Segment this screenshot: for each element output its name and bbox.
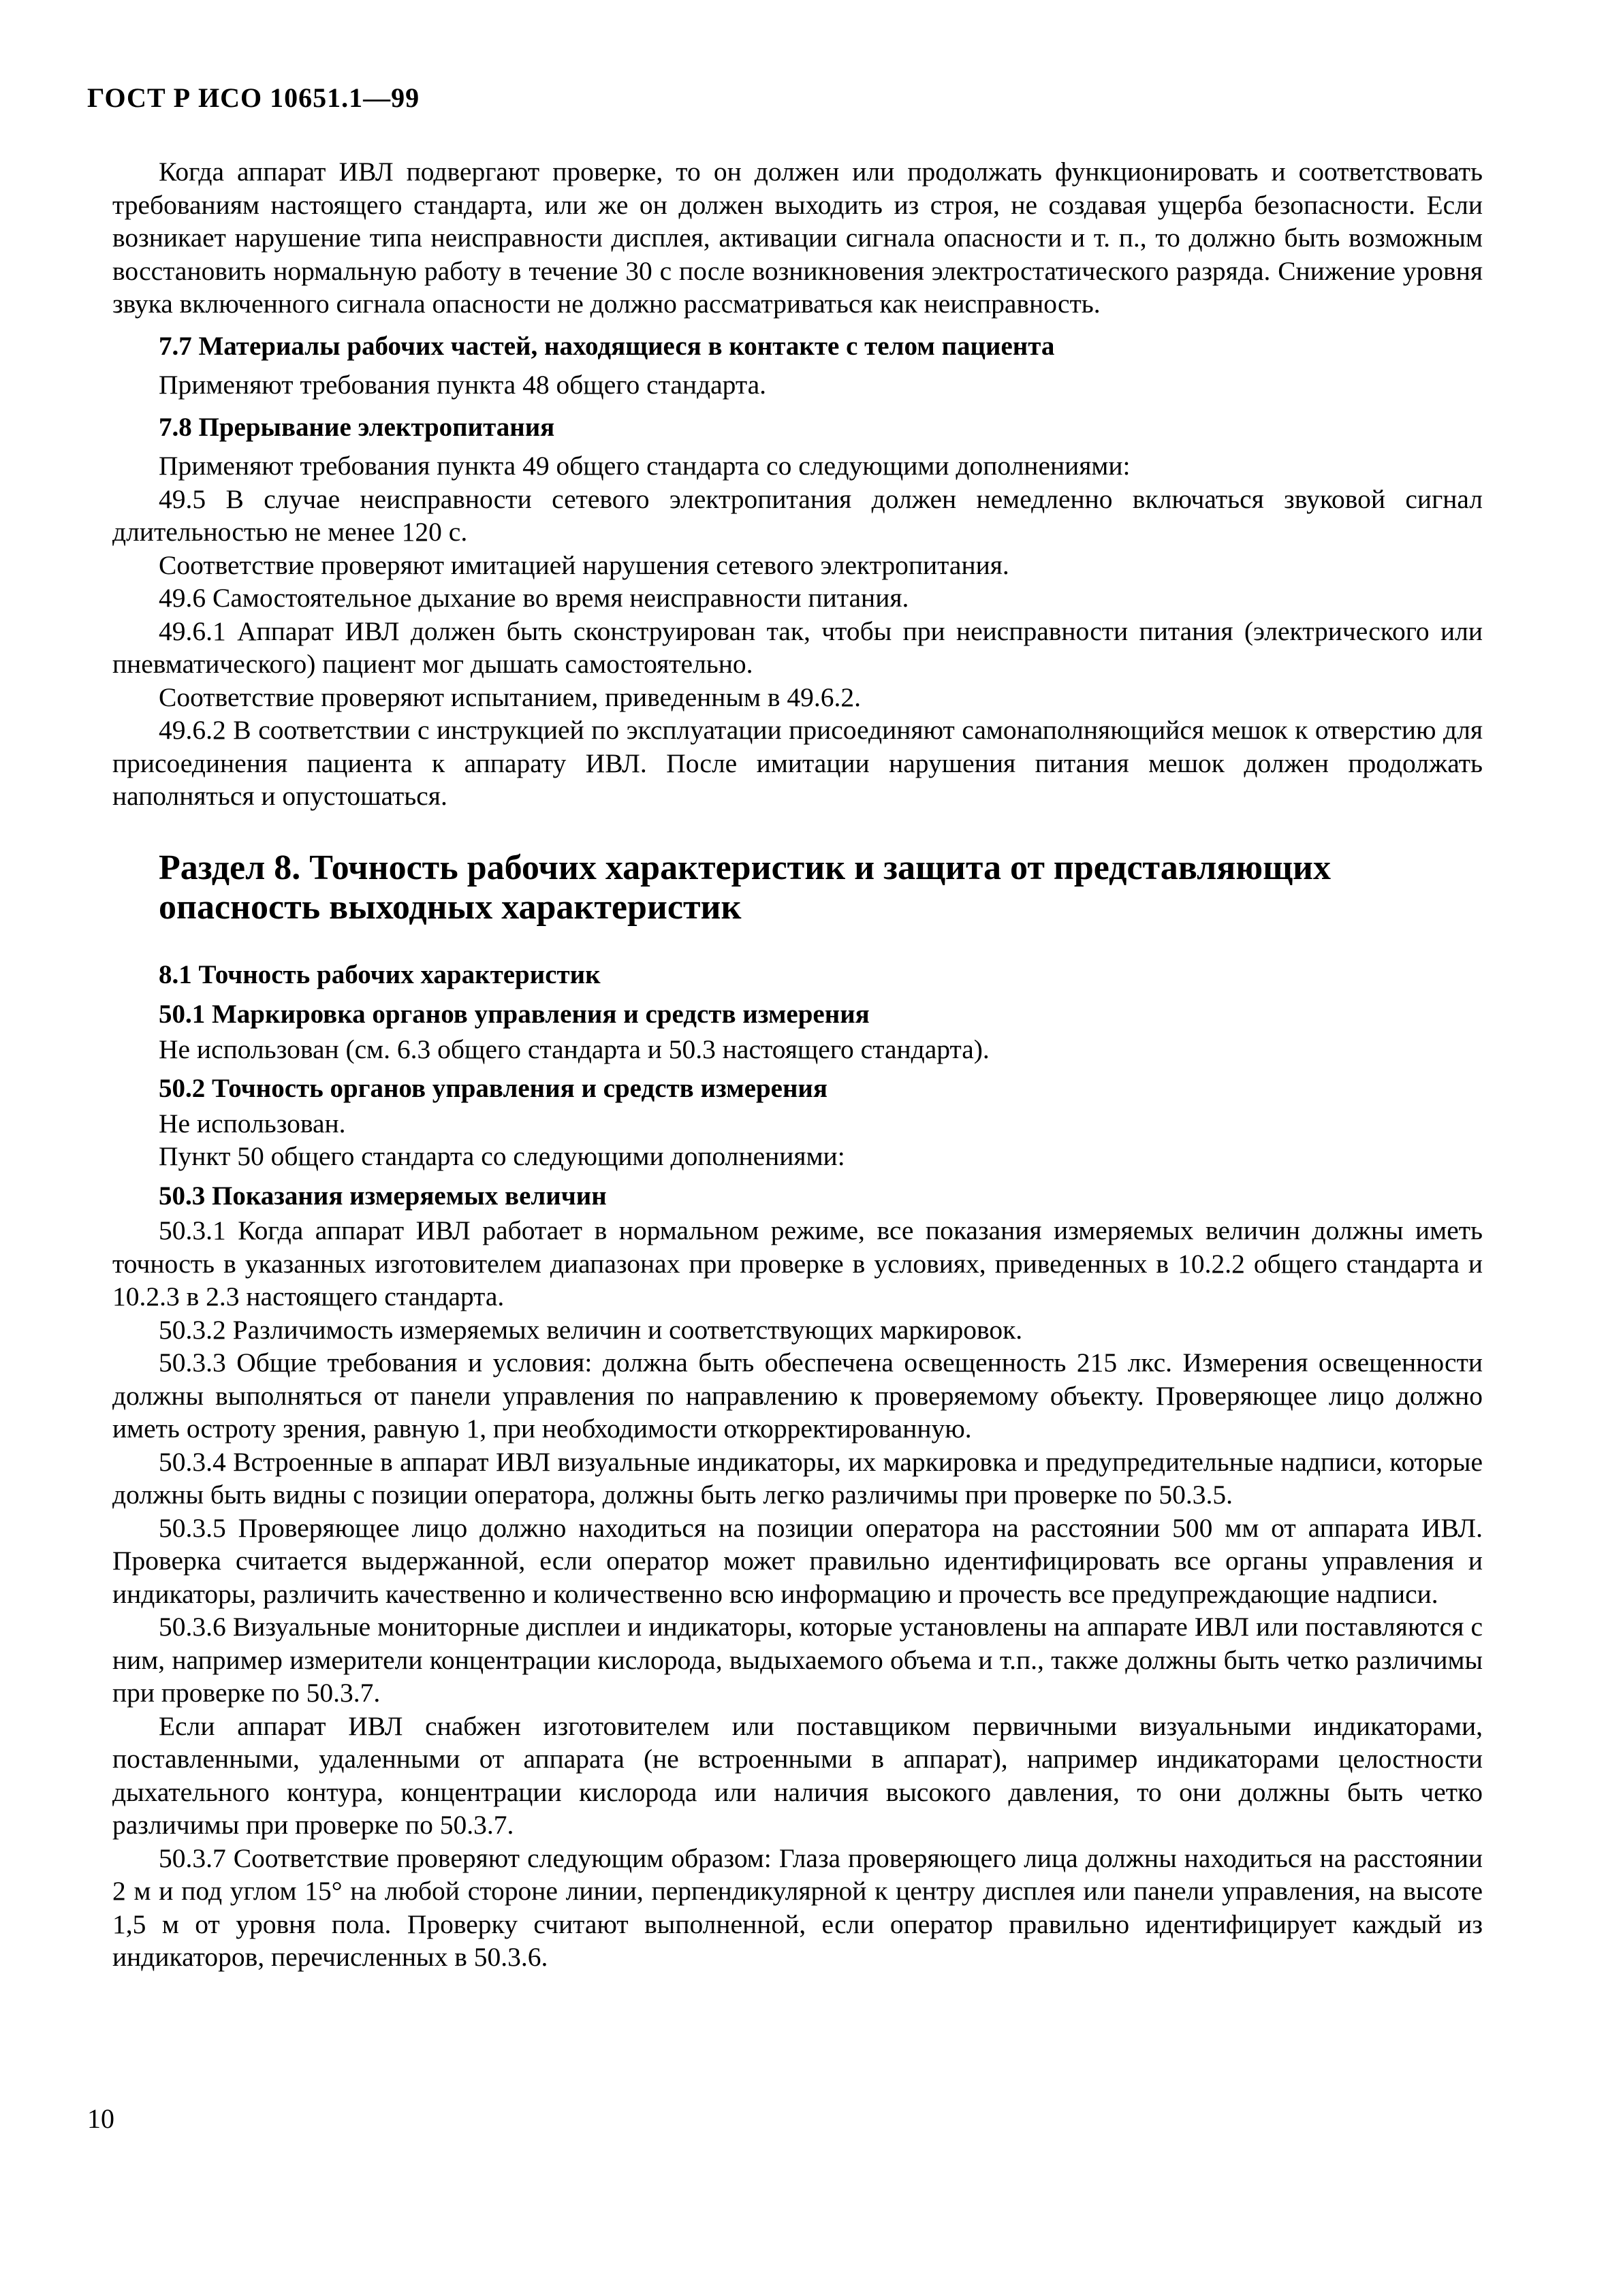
paragraph-49-5: 49.5 В случае неисправности сетевого электропитания должен немедленно включаться звуковой сигнал длительностью не менее 120 с. — [112, 483, 1483, 547]
paragraph-7-8-0: Применяют требования пункта 49 общего стандарта со следующими дополнениями: — [159, 451, 1131, 481]
paragraph-50-1: Не использован (см. 6.3 общего стандарта и 50.3 настоящего стандарта). — [159, 1034, 990, 1064]
heading-8-1: 8.1 Точность рабочих характеристик — [159, 959, 601, 989]
paragraph-50-3-3: 50.3.3 Общие требования и условия: должна быть обеспечена освещенность 215 лкс. Измерения освещенности должны выполняться от панели управления по направлению к проверяемому объекту. Проверяющее лицо должно иметь остроту зрения, равную 1, при необходимости откорректированную. — [112, 1348, 1483, 1444]
paragraph-49-6-1: 49.6.1 Аппарат ИВЛ должен быть сконструирован так, чтобы при неисправности питания (электрического или пневматического) пациент мог дышать самостоятельно. — [112, 616, 1483, 679]
paragraph-50-3-1: 50.3.1 Когда аппарат ИВЛ работает в нормальном режиме, все показания измеряемых величин должны иметь точность в указанных изготовителем диапазонах при проверке в условиях, приведенных в 10.2.2 общего стандарта и 10.2.3 в 2.3 настоящего стандарта. — [112, 1215, 1483, 1311]
heading-50-3: 50.3 Показания измеряемых величин — [159, 1181, 607, 1211]
paragraph-50-2-a: Не использован. — [159, 1108, 346, 1138]
paragraph-7-7: Применяют требования пункта 48 общего стандарта. — [159, 370, 767, 400]
paragraph-49-6: 49.6 Самостоятельное дыхание во время неисправности питания. — [159, 583, 909, 613]
heading-7-8: 7.8 Прерывание электропитания — [159, 412, 555, 442]
page-number: 10 — [87, 2103, 114, 2134]
paragraph-50-2-b: Пункт 50 общего стандарта со следующими дополнениями: — [159, 1141, 845, 1171]
paragraph-50-3-2: 50.3.2 Различимость измеряемых величин и соответствующих маркировок. — [159, 1314, 1023, 1345]
paragraph-50-3-6: 50.3.6 Визуальные мониторные дисплеи и индикаторы, которые установлены на аппарате ИВЛ или поставляются с ним, например измерители концентрации кислорода, выдыхаемого объема и т.п., также должны быть четко различимы при проверке по 50.3.7. — [112, 1612, 1483, 1708]
heading-7-7: 7.7 Материалы рабочих частей, находящиеся в контакте с телом пациента — [159, 331, 1055, 361]
heading-50-2: 50.2 Точность органов управления и средств измерения — [159, 1074, 828, 1103]
intro-paragraph: Когда аппарат ИВЛ подвергают проверке, то он должен или продолжать функционировать и соответствовать требованиям настоящего стандарта, или же он должен выходить из строя, не создавая ущерба безопасности. Если возникает нарушение типа неисправности дисплея, активации сигнала опасности и т. п., то должно быть возможным восстановить нормальную работу в течение 30 с после возникновения электростатического разряда. Снижение уровня звука включенного сигнала опасности не должно рассматриваться как неисправность. — [112, 157, 1483, 319]
paragraph-49-6-1-check: Соответствие проверяют испытанием, приведенным в 49.6.2. — [159, 682, 862, 712]
document-header: ГОСТ Р ИСО 10651.1—99 — [87, 82, 420, 113]
section-8-title: Раздел 8. Точность рабочих характеристик и защита от представляющих опасность выходных характеристик — [159, 848, 1332, 927]
paragraph-50-3-6-b: Если аппарат ИВЛ снабжен изготовителем или поставщиком первичными визуальными индикаторами, поставленными, удаленными от аппарата (не встроенными в аппарат), например индикаторами целостности дыхательного контура, концентрации кислорода или наличия высокого давления, то они должны быть четко различимы при проверке по 50.3.7. — [112, 1710, 1483, 1840]
heading-50-1: 50.1 Маркировка органов управления и средств измерения — [159, 1000, 870, 1029]
paragraph-50-3-7: 50.3.7 Соответствие проверяют следующим образом: Глаза проверяющего лица должны находиться на расстоянии 2 м и под углом 15° на любой стороне линии, перпендикулярной к центру дисплея или панели управления, на высоте 1,5 м от уровня пола. Проверку считают выполненной, если оператор правильно идентифицирует каждый из индикаторов, перечисленных в 50.3.6. — [112, 1843, 1483, 1972]
paragraph-50-3-5: 50.3.5 Проверяющее лицо должно находиться на позиции оператора на расстоянии 500 мм от аппарата ИВЛ. Проверка считается выдержанной, если оператор может правильно идентифицировать все органы управления и индикаторы, различить качественно и количественно всю информацию и прочесть все предупреждающие надписи. — [112, 1512, 1483, 1609]
paragraph-49-5-check: Соответствие проверяют имитацией нарушения сетевого электропитания. — [159, 549, 1009, 580]
document-body — [112, 155, 1483, 1974]
paragraph-49-6-2: 49.6.2 В соответствии с инструкцией по эксплуатации присоединяют самонаполняющийся мешок к отверстию для присоединения пациента к аппарату ИВЛ. После имитации нарушения питания мешок должен продолжать наполняться и опустошаться. — [112, 715, 1483, 811]
paragraph-50-3-4: 50.3.4 Встроенные в аппарат ИВЛ визуальные индикаторы, их маркировка и предупредительные надписи, которые должны быть видны с позиции оператора, должны быть легко различимы при проверке по 50.3.5. — [112, 1446, 1483, 1510]
